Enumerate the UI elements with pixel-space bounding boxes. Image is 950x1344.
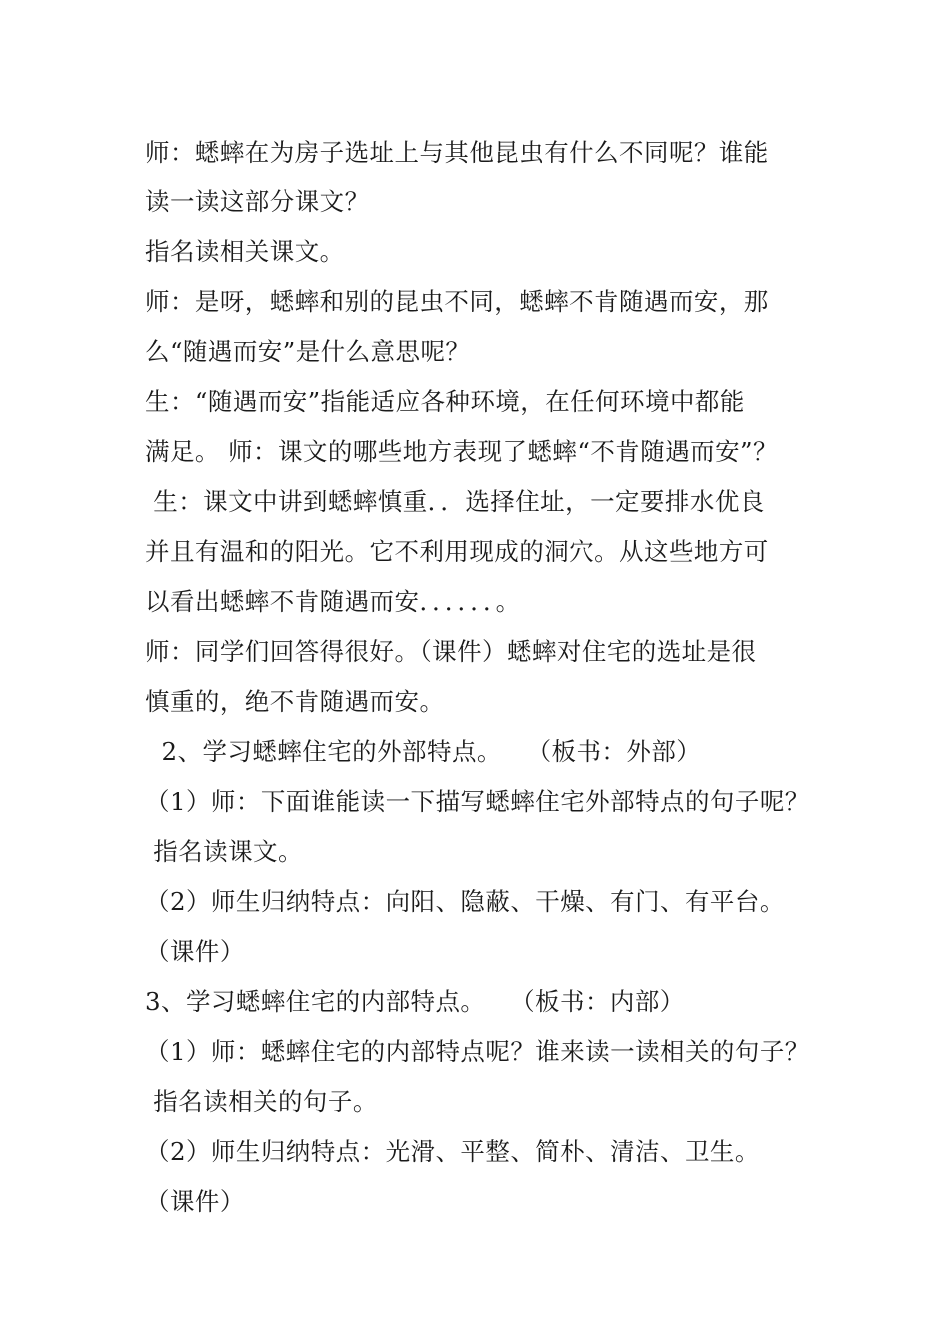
text-line: （2）师生归纳特点：光滑、平整、简朴、清洁、卫生。: [145, 1137, 760, 1166]
text-line: （课件）: [145, 937, 245, 966]
text-line: 以看出蟋蟀不肯随遇而安．．．．．．。: [145, 587, 521, 616]
text-line: 生：课文中讲到蟋蟀慎重．．选择住址，一定要排水优良: [145, 487, 765, 516]
text-line: 师：蟋蟀在为房子选址上与其他昆虫有什么不同呢？谁能: [145, 138, 769, 167]
text-line: 并且有温和的阳光。它不利用现成的洞穴。从这些地方可: [145, 537, 769, 566]
section-heading: 3、学习蟋蟀住宅的内部特点。 （板书：内部）: [145, 987, 685, 1016]
text-line: （1）师：蟋蟀住宅的内部特点呢？谁来读一读相关的句子？: [145, 1037, 810, 1066]
text-line: 指名读相关的句子。: [145, 1087, 378, 1116]
text-line: 么“随遇而安”是什么意思呢？: [145, 337, 471, 366]
text-line: 师：是呀，蟋蟀和别的昆虫不同，蟋蟀不肯随遇而安，那: [145, 287, 769, 316]
text-line: （课件）: [145, 1187, 245, 1216]
text-line: （2）师生归纳特点：向阳、隐蔽、干燥、有门、有平台。: [145, 887, 785, 916]
text-line: 师：同学们回答得很好。（课件）蟋蟀对住宅的选址是很: [145, 637, 757, 666]
text-line: 满足。 师：课文的哪些地方表现了蟋蟀“不肯随遇而安”？: [145, 437, 778, 466]
text-line: 指名读相关课文。: [145, 237, 345, 266]
section-heading: 2、学习蟋蟀住宅的外部特点。 （板书：外部）: [145, 737, 702, 766]
text-line: （1）师：下面谁能读一下描写蟋蟀住宅外部特点的句子呢？: [145, 787, 810, 816]
text-line: 生：“随遇而安”指能适应各种环境，在任何环境中都能: [145, 387, 745, 416]
text-line: 慎重的，绝不肯随遇而安。: [145, 687, 445, 716]
text-line: 读一读这部分课文？: [145, 187, 370, 216]
text-line: 指名读课文。: [145, 837, 303, 866]
